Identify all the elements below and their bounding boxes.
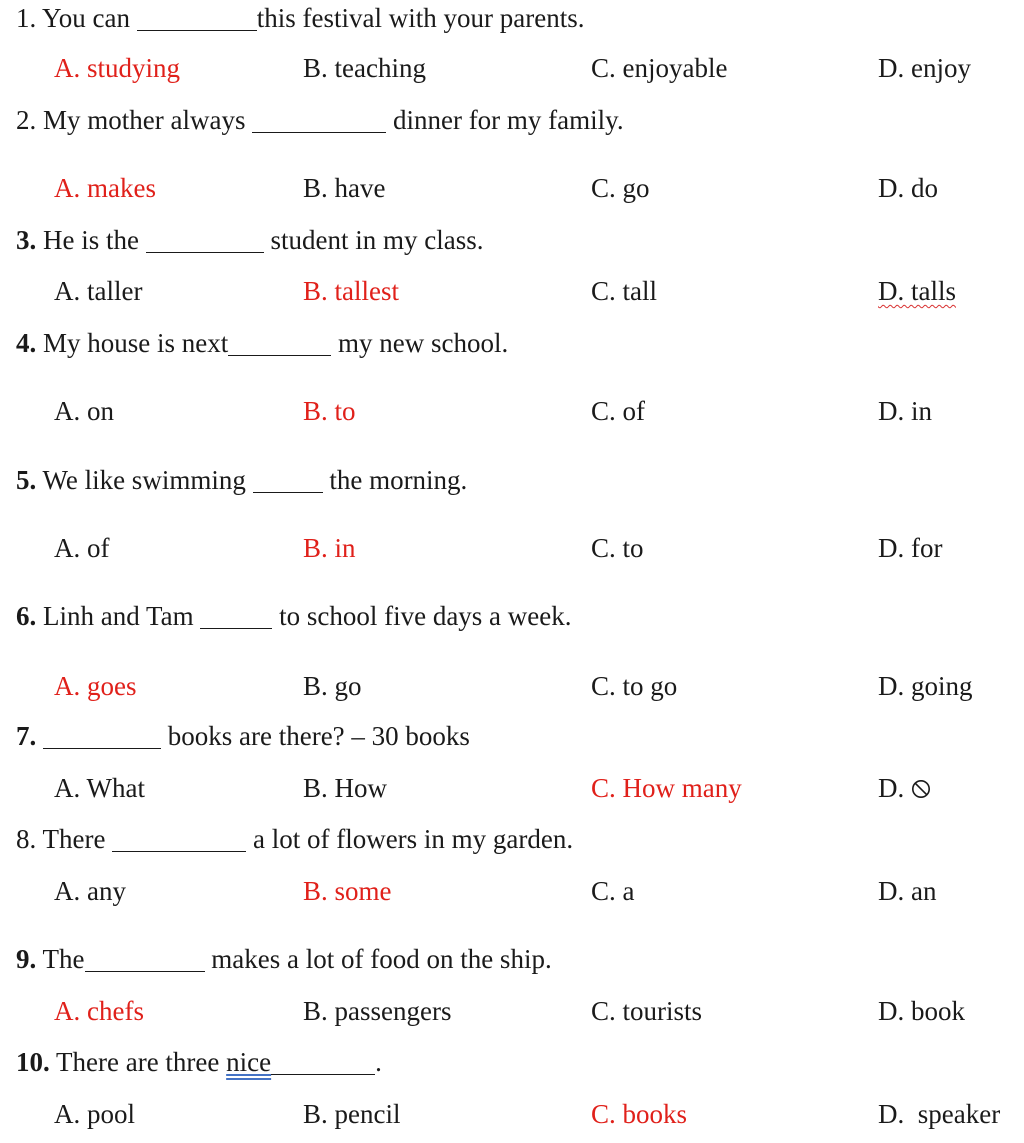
- option-d: D. speaker: [878, 1099, 1001, 1129]
- option-d: [878, 772, 931, 804]
- question-text: [36, 721, 43, 751]
- question-text: .: [375, 1047, 382, 1077]
- option-a: A. pool: [54, 1099, 135, 1129]
- option-d: D. going: [878, 671, 973, 701]
- question-text: a lot of flowers in my garden.: [246, 824, 574, 854]
- question-3: [16, 224, 483, 256]
- option-a: A. taller: [54, 276, 143, 306]
- answer-blank: [228, 329, 331, 356]
- grammar-flagged-word: nice: [226, 1047, 272, 1077]
- option-b: B. How: [303, 773, 388, 803]
- option-c: C. tourists: [591, 996, 703, 1026]
- question-9: [16, 943, 552, 975]
- question-text: this festival with your parents.: [256, 3, 585, 33]
- question-text: My house is next: [43, 328, 229, 358]
- question-text: My mother always: [43, 105, 253, 135]
- question-5: [16, 464, 467, 496]
- answer-blank: [85, 945, 205, 972]
- question-text: to school five days a week.: [272, 601, 572, 631]
- option-a: A. of: [54, 533, 110, 563]
- question-8: [16, 823, 573, 855]
- question-number: 2.: [16, 105, 37, 135]
- question-text: There are three: [56, 1047, 227, 1077]
- answer-blank: [112, 825, 246, 852]
- question-number: 1.: [16, 3, 37, 33]
- option-a: A. goes: [54, 671, 137, 701]
- option-a: A. What: [54, 773, 145, 803]
- question-2: [16, 104, 624, 136]
- option-c: C. tall: [591, 276, 657, 306]
- option-d: D. an: [878, 876, 937, 906]
- answer-blank: [253, 466, 323, 493]
- question-4: [16, 327, 508, 359]
- option-c: C. to: [591, 533, 644, 563]
- answer-blank: [43, 722, 161, 749]
- option-a: A. chefs: [54, 996, 144, 1026]
- question-text: We like swimming: [42, 465, 253, 495]
- question-number: 9.: [16, 944, 37, 974]
- option-c: C. go: [591, 173, 650, 203]
- option-c: C. to go: [591, 671, 678, 701]
- option-a: A. makes: [54, 173, 156, 203]
- option-b: B. tallest: [303, 276, 399, 306]
- question-number: 5.: [16, 465, 37, 495]
- option-a: A. studying: [54, 53, 181, 83]
- question-text: There: [42, 824, 113, 854]
- question-text: books are there? – 30 books: [161, 721, 470, 751]
- question-number: 6.: [16, 601, 37, 631]
- option-b: B. to: [303, 396, 356, 426]
- question-number: 10.: [16, 1047, 50, 1077]
- question-text: my new school.: [331, 328, 509, 358]
- option-a: A. on: [54, 396, 114, 426]
- option-d-label: D.: [878, 773, 905, 803]
- option-d: D. in: [878, 396, 932, 426]
- option-c: C. of: [591, 396, 645, 426]
- option-b: B. passengers: [303, 996, 452, 1026]
- question-6: [16, 600, 572, 632]
- question-text: student in my class.: [263, 225, 484, 255]
- question-10: [16, 1046, 382, 1078]
- prohibited-icon: [911, 774, 931, 794]
- option-d: D. book: [878, 996, 965, 1026]
- option-d: D. do: [878, 173, 938, 203]
- answer-blank: [146, 226, 264, 253]
- option-b: B. some: [303, 876, 392, 906]
- question-text: You can: [42, 3, 137, 33]
- question-number: 8.: [16, 824, 37, 854]
- option-b: B. go: [303, 671, 362, 701]
- option-c: C. How many: [591, 773, 742, 803]
- question-number: 4.: [16, 328, 37, 358]
- question-1: [16, 2, 584, 34]
- option-b: B. have: [303, 173, 386, 203]
- option-b: B. pencil: [303, 1099, 401, 1129]
- question-7: [16, 720, 470, 752]
- option-c: C. enjoyable: [591, 53, 728, 83]
- option-b: B. in: [303, 533, 356, 563]
- option-d: D. enjoy: [878, 53, 971, 83]
- option-c: C. a: [591, 876, 635, 906]
- question-text: dinner for my family.: [386, 105, 624, 135]
- option-d: D. talls: [878, 276, 956, 306]
- question-text: He is the: [43, 225, 146, 255]
- answer-blank: [252, 106, 386, 133]
- option-b: B. teaching: [303, 53, 426, 83]
- answer-blank: [200, 602, 272, 629]
- option-c: C. books: [591, 1099, 688, 1129]
- option-a: A. any: [54, 876, 126, 906]
- question-text: makes a lot of food on the ship.: [204, 944, 552, 974]
- question-number: 3.: [16, 225, 37, 255]
- option-d: D. for: [878, 533, 943, 563]
- question-text: Linh and Tam: [43, 601, 201, 631]
- question-text: The: [42, 944, 85, 974]
- answer-blank: [137, 4, 257, 31]
- answer-blank: [271, 1048, 375, 1075]
- question-text: the morning.: [322, 465, 468, 495]
- question-number: 7.: [16, 721, 37, 751]
